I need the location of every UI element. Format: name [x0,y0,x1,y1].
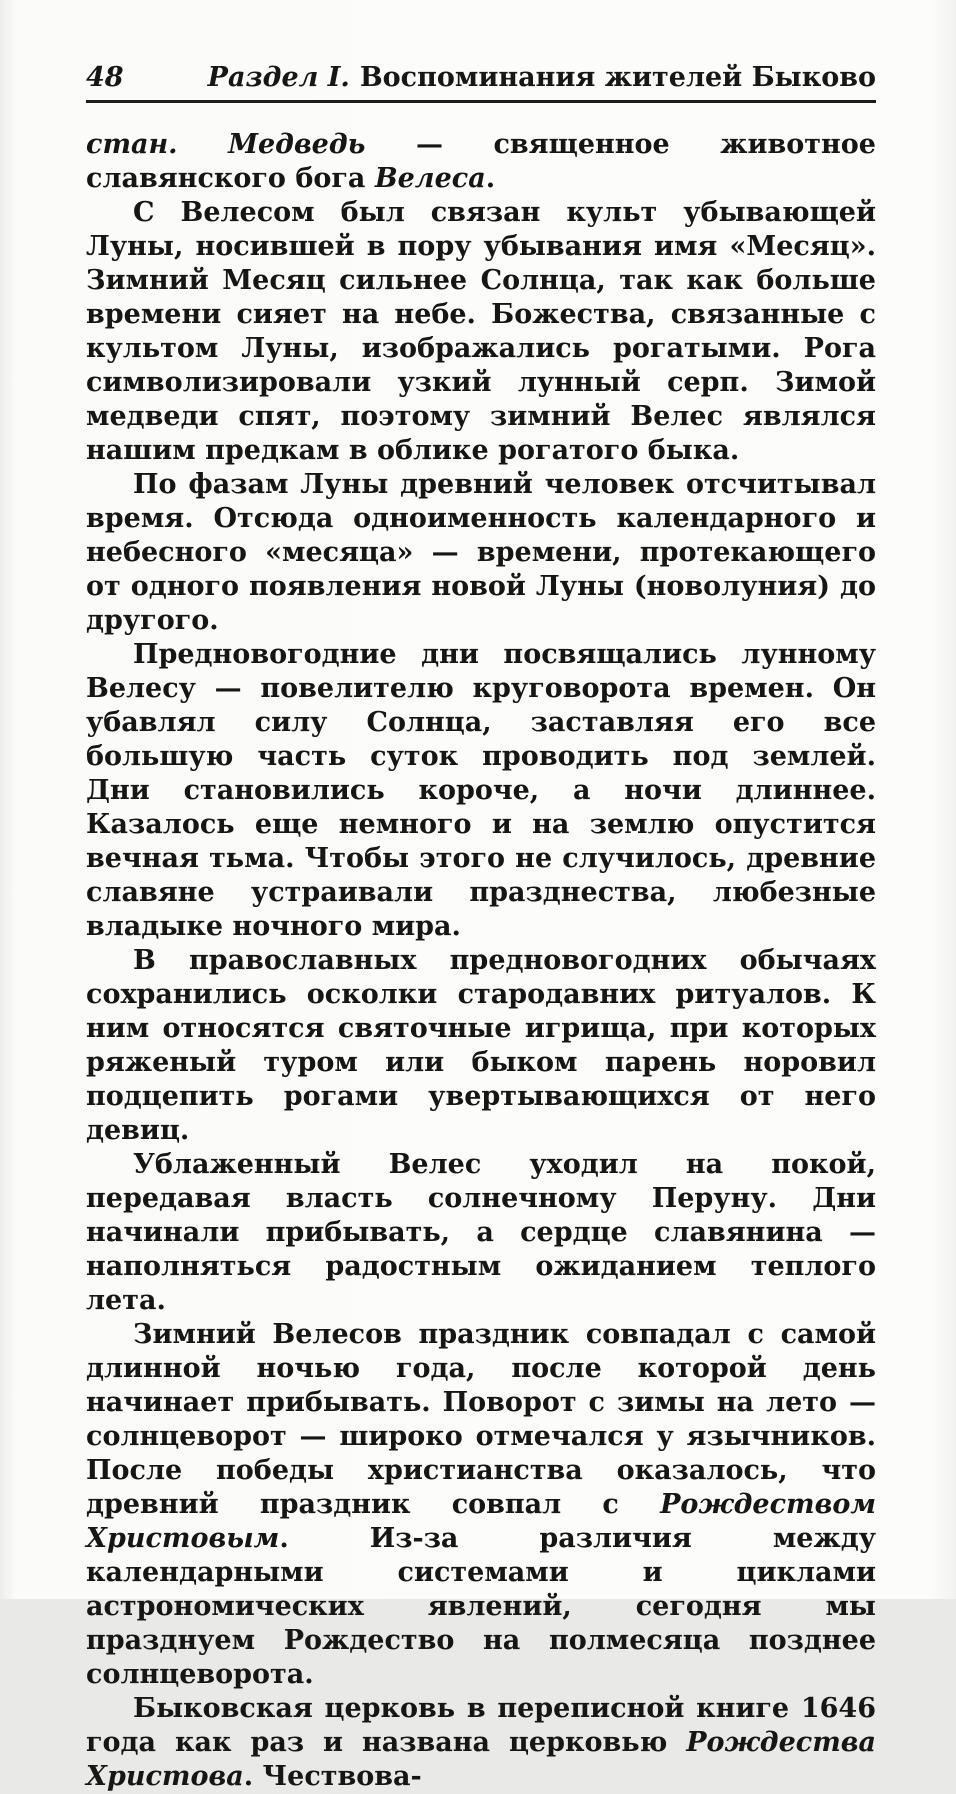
italic-text-run: Рождества Христова [86,1727,876,1792]
text-run: Быковская церковь в переписной книге 1646 года как раз и названа церковью [86,1693,876,1758]
running-header [86,62,876,103]
text-run: Предновогодние дни посвящались лунному Велесу — повелителю круговорота времен. Он убавлял силу Солнца, заставляя его все большую часть суток проводить под землей. Дни становились короче, а ночи длиннее. Казалось еще немного и на землю опустится вечная тьма. Чтобы этого не случилось, древние славяне устраивали празднества, любезные владыке ночного мира. [86,639,876,942]
paragraph [86,468,876,638]
paragraph [86,196,876,468]
paragraph [86,1318,876,1692]
paragraph [86,128,876,196]
italic-text-run: стан. Медведь [86,129,366,160]
text-run: . [485,163,496,194]
paragraph [86,638,876,944]
section-title: Воспоминания жителей Быково [359,62,876,93]
paragraph [86,944,876,1148]
paragraph [86,1692,876,1794]
text-run: Ублаженный Велес уходил на покой, передавая власть солнечному Перуну. Дни начинали прибывать, а сердце славянина — наполняться радостным ожиданием теплого лета. [86,1149,876,1316]
section-label: Раздел I. [207,62,350,93]
paragraph [86,1148,876,1318]
italic-text-run: Рождеством Христовым [86,1489,876,1554]
text-run: В православных предновогодних обычаях сохранились осколки стародавних ритуалов. К ним относятся святочные игрища, при которых ряженый туром или быком парень норовил подцепить рогами увертывающихся от него девиц. [86,945,876,1146]
text-run: По фазам Луны древний человек отсчитывал время. Отсюда одноименность календарного и небесного «месяца» — времени, протекающего от одного появления новой Луны (новолуния) до другого. [86,469,876,636]
italic-text-run: Велеса [374,163,486,194]
text-run: . Из-за различия между календарными системами и циклами астрономических явлений, сегодня мы празднуем Рождество на полмесяца позднее солнцеворота. [86,1523,876,1690]
text-run: . Чествова- [243,1761,422,1792]
page-body [86,128,876,1794]
page-number: 48 [86,62,124,93]
text-run: С Велесом был связан культ убывающей Луны, носившей в пору убывания имя «Месяц». Зимний Месяц сильнее Солнца, так как больше времени сияет на небе. Божества, связанные с культом Луны, изображались рогатыми. Рога символизировали узкий лунный серп. Зимой медведи спят, поэтому зимний Велес являлся нашим предкам в облике рогатого быка. [86,197,876,466]
text-run: Зимний Велесов праздник совпадал с самой длинной ночью года, после которой день начинает прибывать. Поворот с зимы на лето — солнцеворот — широко отмечался у язычников. После победы христианства оказалось, что древний праздник совпал с [86,1319,876,1520]
section-heading [208,62,876,93]
text-run: — священное животное славянского бога [86,129,876,194]
